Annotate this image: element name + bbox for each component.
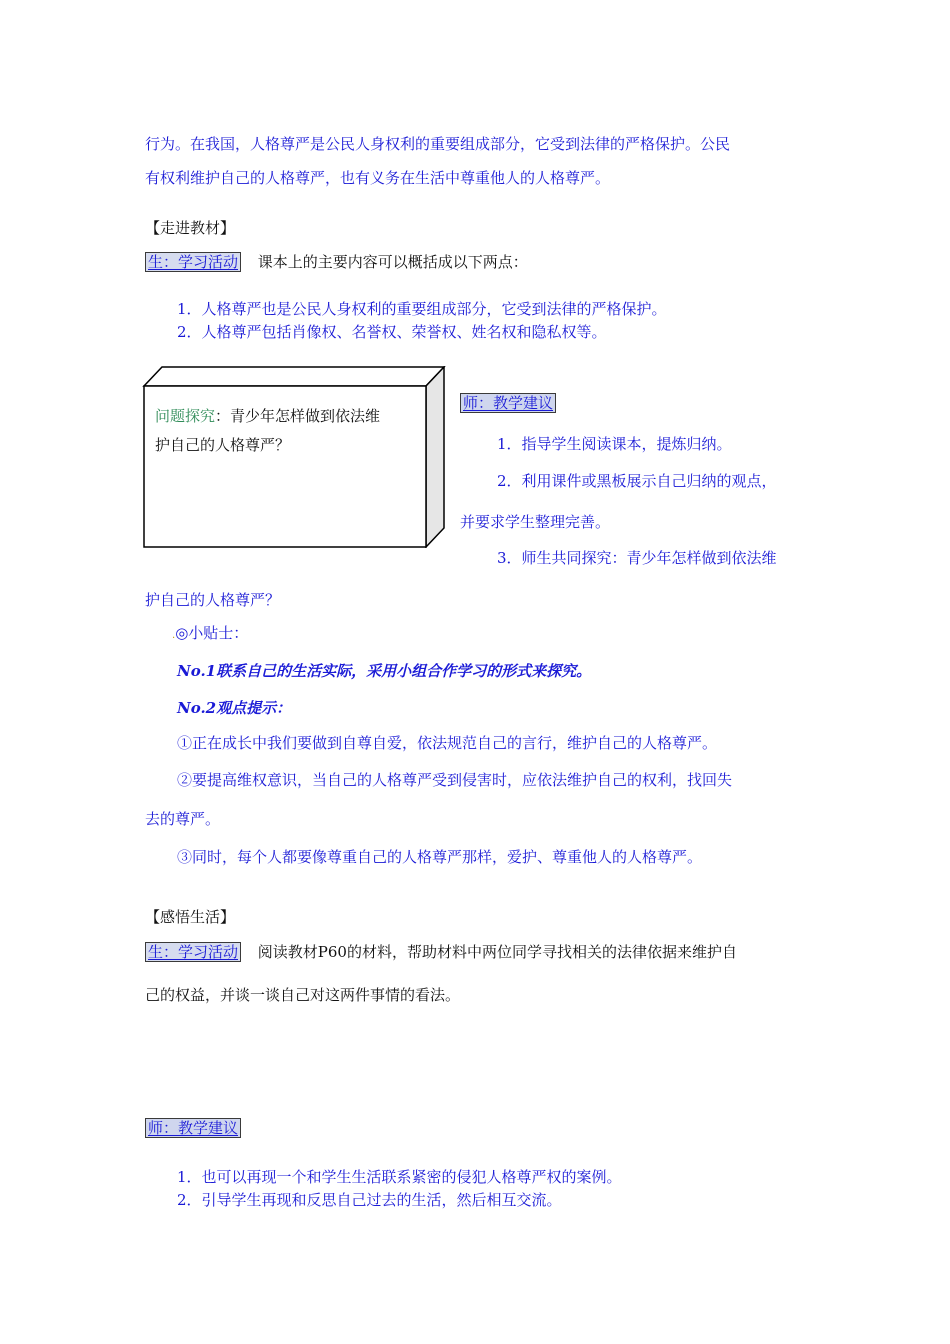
teacher-item-3: 3．师生共同探究：青少年怎样做到依法维 <box>497 549 777 567</box>
student-activity-text-2-cont: 己的权益，并谈一谈自己对这两件事情的看法。 <box>145 986 461 1004</box>
student-activity-tag-2: 生：学习活动 <box>145 942 241 962</box>
student-activity-row <box>145 251 528 272</box>
teacher-suggestion-tag: 师：教学建议 <box>460 393 556 413</box>
tip-view-1: ①正在成长中我们要做到自尊自爱，依法规范自己的言行，维护自己的人格尊严。 <box>177 734 718 752</box>
intro-line-1: 行为。在我国，人格尊严是公民人身权利的重要组成部分，它受到法律的严格保护。公民 <box>145 135 731 153</box>
tip-no2: No.2观点提示： <box>177 699 292 717</box>
tip-marker-icon: . <box>172 630 176 641</box>
point-2: 2．人格尊严包括肖像权、名誉权、荣誉权、姓名权和隐私权等。 <box>177 323 607 341</box>
inquiry-box-frame <box>142 366 446 548</box>
teacher-suggestion-tag-1-wrap <box>460 393 556 413</box>
tip-view-2-cont: 去的尊严。 <box>145 810 221 828</box>
teacher-item-2-cont: 并要求学生整理完善。 <box>460 513 611 531</box>
teacher-suggestion-tag-2: 师：教学建议 <box>145 1118 241 1138</box>
inquiry-box-line-2: 护自己的人格尊严？ <box>155 436 291 454</box>
section-heading-life: 【感悟生活】 <box>145 908 236 926</box>
student-activity-row-2 <box>145 941 737 962</box>
point-1: 1．人格尊严也是公民人身权利的重要组成部分，它受到法律的严格保护。 <box>177 300 667 318</box>
student-activity-tag: 生：学习活动 <box>145 252 241 272</box>
tip-view-2: ②要提高维权意识，当自己的人格尊严受到侵害时，应依法维护自己的权利，找回失 <box>177 771 733 789</box>
inquiry-box-line-1 <box>155 405 380 426</box>
teacher-suggestion-tag-2-wrap <box>145 1118 241 1138</box>
tips-title: .◎小贴士： <box>172 624 249 642</box>
tip-no1: No.1联系自己的生活实际，采用小组合作学习的形式来探究。 <box>177 662 592 680</box>
teacher2-item-1: 1．也可以再现一个和学生生活联系紧密的侵犯人格尊严权的案例。 <box>177 1168 622 1186</box>
teacher2-item-2: 2．引导学生再现和反思自己过去的生活，然后相互交流。 <box>177 1191 562 1209</box>
tip-view-3: ③同时，每个人都要像尊重自己的人格尊严那样，爱护、尊重他人的人格尊严。 <box>177 848 703 866</box>
student-activity-text-2: 阅读教材P60的材料，帮助材料中两位同学寻找相关的法律依据来维护自 <box>257 943 737 961</box>
teacher-item-3-cont: 护自己的人格尊严？ <box>145 591 281 609</box>
inquiry-label: 问题探究 <box>155 407 216 425</box>
inquiry-text-1: ：青少年怎样做到依法维 <box>215 407 381 425</box>
teacher-item-2: 2．利用课件或黑板展示自己归纳的观点， <box>497 472 777 490</box>
student-activity-text: 课本上的主要内容可以概括成以下两点： <box>257 253 528 271</box>
intro-line-2: 有权利维护自己的人格尊严，也有义务在生活中尊重他人的人格尊严。 <box>145 169 611 187</box>
teacher-item-1: 1．指导学生阅读课本，提炼归纳。 <box>497 435 732 453</box>
section-heading-textbook: 【走进教材】 <box>145 219 236 237</box>
